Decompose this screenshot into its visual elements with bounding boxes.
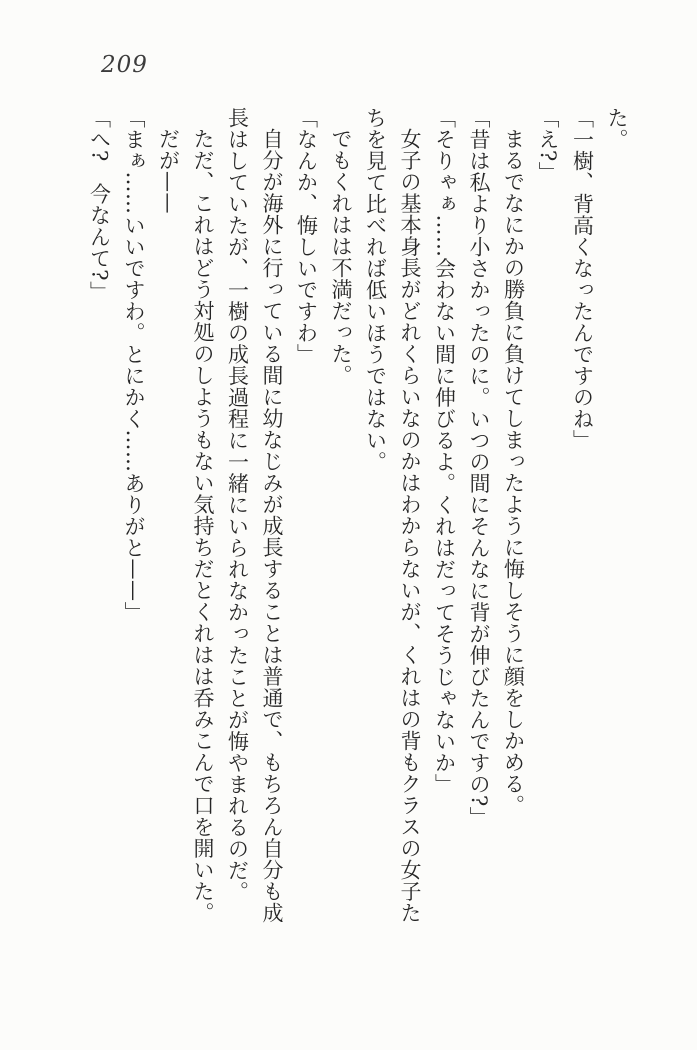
text-line: た。 bbox=[605, 107, 629, 150]
text-line: 長はしていたが、一樹の成長過程に一緒にいられなかったことが悔やまれるのだ。 bbox=[225, 107, 250, 903]
text-line: 「なんか、悔しいですわ」 bbox=[294, 107, 319, 365]
text-line: 「昔は私より小さかったのに。いつの間にそんなに背が伸びたんですの?」 bbox=[467, 107, 491, 829]
text-line: 「そりゃぁ……会わない間に伸びるよ。くれはだってそうじゃないか」 bbox=[432, 107, 457, 795]
text-line: 「まぁ……いいですわ。とにかく……ありがと——」 bbox=[122, 107, 146, 623]
text-line: 「へ? 今なんて?」 bbox=[87, 107, 112, 303]
page-number: 209 bbox=[101, 52, 148, 78]
text-line: 「え?」 bbox=[536, 107, 560, 184]
text-line: ちを見て比べれば低いほうではない。 bbox=[363, 107, 388, 473]
text-line: だが—— bbox=[156, 128, 181, 214]
text-line: でもくれはは不満だった。 bbox=[329, 128, 353, 386]
text-line: 女子の基本身長がどれくらいなのかはわからないが、くれはの背もクラスの女子た bbox=[398, 128, 422, 924]
page-text-block bbox=[82, 107, 634, 1039]
text-line: 自分が海外に行っている間に幼なじみが成長することは普通で、もちろん自分も成 bbox=[260, 128, 284, 924]
text-line: 「一樹、背高くなったんですのね」 bbox=[570, 107, 595, 451]
text-line: まるでなにかの勝負に負けてしまったように悔しそうに顔をしかめる。 bbox=[501, 128, 526, 816]
text-line: ただ、これはどう対処のしようもない気持ちだとくれはは呑みこんで口を開いた。 bbox=[191, 128, 215, 924]
